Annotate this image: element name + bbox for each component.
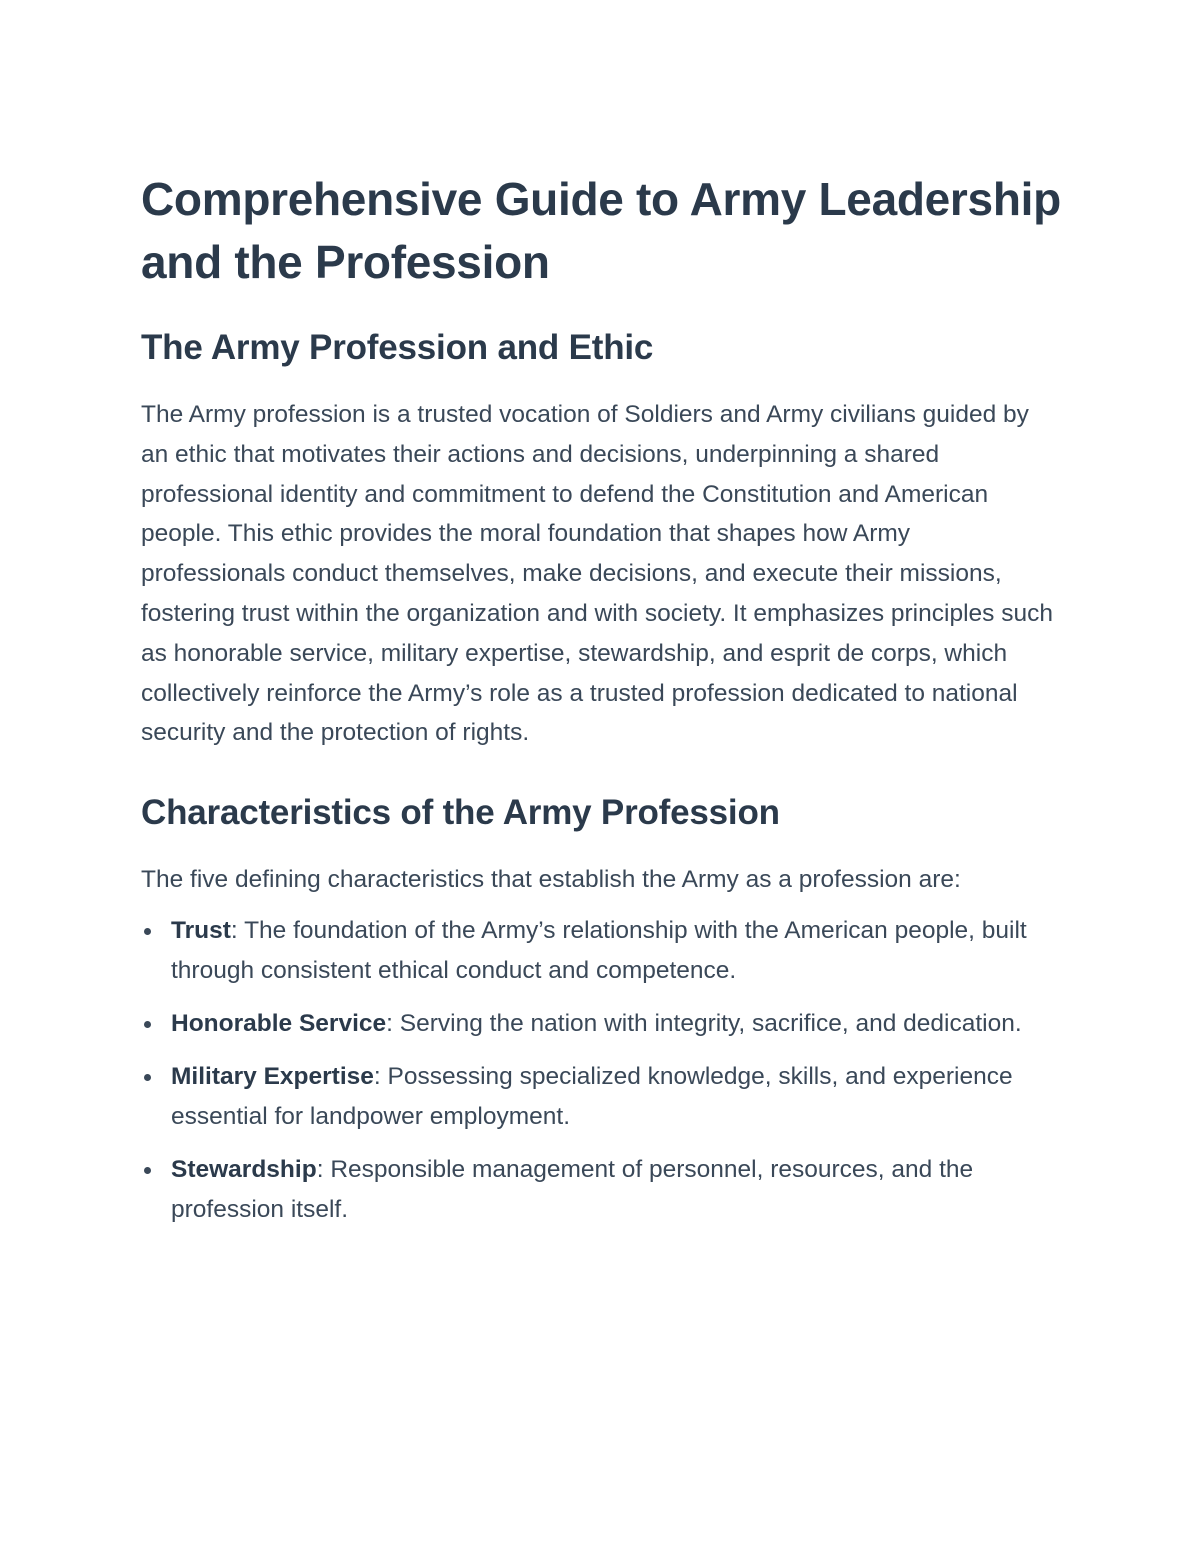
- list-item-term: Trust: [171, 916, 231, 944]
- section-heading-army-profession-ethic: The Army Profession and Ethic: [141, 328, 654, 367]
- bullet-icon: [144, 1074, 151, 1081]
- list-item-term: Military Expertise: [171, 1063, 374, 1091]
- list-item-military-expertise: [141, 1057, 1061, 1137]
- list-item-honorable-service: [141, 1004, 1061, 1044]
- list-item-text: Serving the nation with integrity, sacrifice, and dedication.: [399, 1010, 1022, 1038]
- bullet-icon: [144, 1167, 151, 1174]
- document-title: Comprehensive Guide to Army Leadership and the Profession: [141, 173, 1061, 288]
- characteristics-list: [141, 911, 1061, 1230]
- list-item-text: Responsible management of personnel, resources, and the profession itself.: [171, 1156, 974, 1224]
- list-item-separator: :: [373, 1063, 388, 1091]
- bullet-icon: [144, 1021, 151, 1028]
- list-item-trust: [141, 911, 1061, 991]
- list-item-term: Stewardship: [171, 1156, 317, 1184]
- list-item-separator: :: [316, 1156, 331, 1184]
- list-item-stewardship: [141, 1150, 1061, 1230]
- section-heading-characteristics: Characteristics of the Army Profession: [141, 793, 780, 833]
- bullet-icon: [144, 928, 151, 935]
- list-item-separator: :: [386, 1010, 400, 1038]
- section-paragraph-characteristics-intro: The five defining characteristics that establish the Army as a profession are:: [141, 866, 961, 894]
- list-item-text: The foundation of the Army’s relationship with the American people, built through consistent ethical conduct and competence.: [171, 916, 1027, 984]
- list-item-term: Honorable Service: [171, 1010, 387, 1038]
- list-item-text: Possessing specialized knowledge, skills, and experience essential for landpower employment.: [171, 1063, 1013, 1131]
- document-page: [141, 168, 1061, 1244]
- list-item-separator: :: [230, 916, 245, 944]
- section-paragraph-army-profession-ethic: The Army profession is a trusted vocation of Soldiers and Army civilians guided by an ethic that motivates their actions and decisions, underpinning a shared professional identity and commitment to defend the Constitution and American people. This ethic provides the moral foundation that shapes how Army professionals conduct themselves, make decisions, and execute their missions, fostering trust within the organization and with society. It emphasizes principles such as honorable service, military expertise, stewardship, and esprit de corps, which collectively reinforce the Army’s role as a trusted profession dedicated to national security and the protection of rights.: [141, 401, 1053, 747]
